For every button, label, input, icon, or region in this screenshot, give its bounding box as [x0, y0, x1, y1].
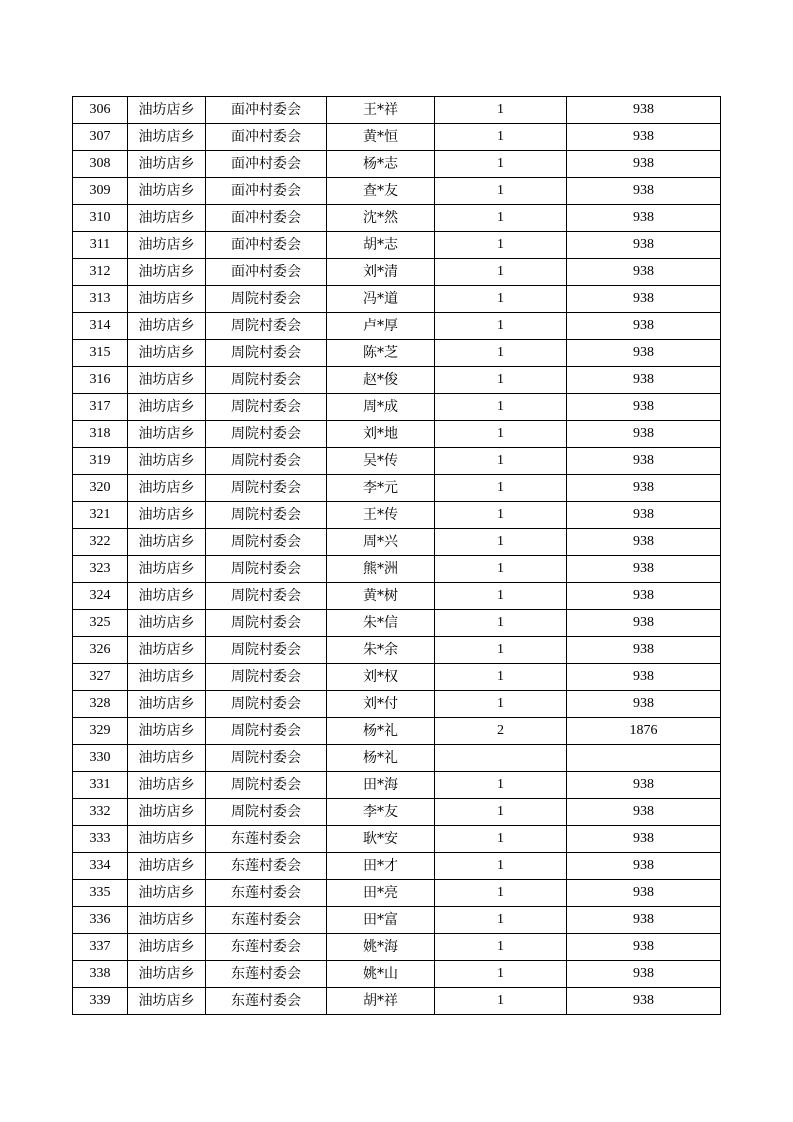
township-cell: 油坊店乡: [128, 97, 206, 124]
person-name-cell: 卢*厚: [327, 313, 435, 340]
village-committee-cell: 面冲村委会: [206, 232, 327, 259]
person-name-cell: 耿*安: [327, 826, 435, 853]
amount-cell: 938: [567, 232, 721, 259]
township-cell: 油坊店乡: [128, 502, 206, 529]
village-committee-cell: 东莲村委会: [206, 826, 327, 853]
table-row: [73, 232, 721, 259]
table-row: [73, 691, 721, 718]
township-cell: 油坊店乡: [128, 124, 206, 151]
person-name-cell: 周*成: [327, 394, 435, 421]
amount-cell: 938: [567, 502, 721, 529]
village-committee-cell: 周院村委会: [206, 772, 327, 799]
village-committee-cell: 周院村委会: [206, 502, 327, 529]
person-count-cell: 1: [435, 691, 567, 718]
amount-cell: 938: [567, 934, 721, 961]
roster-table: [72, 96, 721, 1015]
amount-cell: 938: [567, 583, 721, 610]
township-cell: 油坊店乡: [128, 259, 206, 286]
person-name-cell: 查*友: [327, 178, 435, 205]
serial-number-cell: 313: [73, 286, 128, 313]
person-count-cell: 1: [435, 529, 567, 556]
person-count-cell: 1: [435, 178, 567, 205]
serial-number-cell: 314: [73, 313, 128, 340]
table-row: [73, 259, 721, 286]
table-row: [73, 826, 721, 853]
amount-cell: 938: [567, 529, 721, 556]
village-committee-cell: 面冲村委会: [206, 124, 327, 151]
village-committee-cell: 面冲村委会: [206, 205, 327, 232]
township-cell: 油坊店乡: [128, 691, 206, 718]
amount-cell: 938: [567, 394, 721, 421]
village-committee-cell: 周院村委会: [206, 448, 327, 475]
person-count-cell: 1: [435, 313, 567, 340]
table-row: [73, 475, 721, 502]
person-count-cell: 1: [435, 97, 567, 124]
table-row: [73, 718, 721, 745]
person-count-cell: 1: [435, 637, 567, 664]
township-cell: 油坊店乡: [128, 421, 206, 448]
table-row: [73, 583, 721, 610]
village-committee-cell: 东莲村委会: [206, 988, 327, 1015]
serial-number-cell: 336: [73, 907, 128, 934]
person-count-cell: 1: [435, 205, 567, 232]
amount-cell: 938: [567, 367, 721, 394]
village-committee-cell: 周院村委会: [206, 367, 327, 394]
village-committee-cell: 东莲村委会: [206, 853, 327, 880]
person-count-cell: 1: [435, 583, 567, 610]
village-committee-cell: 周院村委会: [206, 664, 327, 691]
serial-number-cell: 316: [73, 367, 128, 394]
person-name-cell: 杨*礼: [327, 718, 435, 745]
serial-number-cell: 324: [73, 583, 128, 610]
serial-number-cell: 335: [73, 880, 128, 907]
table-row: [73, 934, 721, 961]
serial-number-cell: 332: [73, 799, 128, 826]
person-name-cell: 刘*地: [327, 421, 435, 448]
table-row: [73, 286, 721, 313]
serial-number-cell: 320: [73, 475, 128, 502]
township-cell: 油坊店乡: [128, 286, 206, 313]
serial-number-cell: 334: [73, 853, 128, 880]
amount-cell: 938: [567, 961, 721, 988]
person-count-cell: 1: [435, 151, 567, 178]
person-count-cell: 1: [435, 340, 567, 367]
table-row: [73, 97, 721, 124]
table-row: [73, 178, 721, 205]
table-row: [73, 799, 721, 826]
township-cell: 油坊店乡: [128, 826, 206, 853]
person-name-cell: 王*传: [327, 502, 435, 529]
amount-cell: 938: [567, 826, 721, 853]
person-count-cell: 1: [435, 961, 567, 988]
table-row: [73, 610, 721, 637]
person-name-cell: 吴*传: [327, 448, 435, 475]
village-committee-cell: 周院村委会: [206, 637, 327, 664]
serial-number-cell: 323: [73, 556, 128, 583]
township-cell: 油坊店乡: [128, 313, 206, 340]
person-name-cell: 刘*权: [327, 664, 435, 691]
person-name-cell: 黄*恒: [327, 124, 435, 151]
person-count-cell: 1: [435, 502, 567, 529]
person-name-cell: 沈*然: [327, 205, 435, 232]
township-cell: 油坊店乡: [128, 205, 206, 232]
amount-cell: 938: [567, 610, 721, 637]
township-cell: 油坊店乡: [128, 151, 206, 178]
person-name-cell: 赵*俊: [327, 367, 435, 394]
village-committee-cell: 周院村委会: [206, 421, 327, 448]
serial-number-cell: 339: [73, 988, 128, 1015]
person-name-cell: 杨*礼: [327, 745, 435, 772]
amount-cell: 938: [567, 691, 721, 718]
amount-cell: 938: [567, 340, 721, 367]
township-cell: 油坊店乡: [128, 664, 206, 691]
serial-number-cell: 337: [73, 934, 128, 961]
person-count-cell: 1: [435, 259, 567, 286]
serial-number-cell: 326: [73, 637, 128, 664]
person-count-cell: 1: [435, 232, 567, 259]
person-count-cell: 1: [435, 799, 567, 826]
village-committee-cell: 周院村委会: [206, 286, 327, 313]
person-name-cell: 周*兴: [327, 529, 435, 556]
township-cell: 油坊店乡: [128, 988, 206, 1015]
township-cell: 油坊店乡: [128, 475, 206, 502]
person-name-cell: 陈*芝: [327, 340, 435, 367]
person-name-cell: 田*才: [327, 853, 435, 880]
person-count-cell: 1: [435, 556, 567, 583]
table-row: [73, 205, 721, 232]
table-row: [73, 367, 721, 394]
person-count-cell: 1: [435, 880, 567, 907]
person-count-cell: [435, 745, 567, 772]
table-row: [73, 988, 721, 1015]
township-cell: 油坊店乡: [128, 853, 206, 880]
person-count-cell: 1: [435, 286, 567, 313]
village-committee-cell: 周院村委会: [206, 799, 327, 826]
person-name-cell: 田*富: [327, 907, 435, 934]
table-row: [73, 124, 721, 151]
township-cell: 油坊店乡: [128, 718, 206, 745]
serial-number-cell: 307: [73, 124, 128, 151]
township-cell: 油坊店乡: [128, 880, 206, 907]
person-name-cell: 王*祥: [327, 97, 435, 124]
amount-cell: 938: [567, 151, 721, 178]
serial-number-cell: 328: [73, 691, 128, 718]
person-name-cell: 姚*海: [327, 934, 435, 961]
table-row: [73, 151, 721, 178]
serial-number-cell: 331: [73, 772, 128, 799]
township-cell: 油坊店乡: [128, 178, 206, 205]
village-committee-cell: 面冲村委会: [206, 259, 327, 286]
amount-cell: 1876: [567, 718, 721, 745]
village-committee-cell: 面冲村委会: [206, 178, 327, 205]
township-cell: 油坊店乡: [128, 745, 206, 772]
serial-number-cell: 312: [73, 259, 128, 286]
table-row: [73, 664, 721, 691]
person-count-cell: 1: [435, 664, 567, 691]
township-cell: 油坊店乡: [128, 583, 206, 610]
person-count-cell: 1: [435, 394, 567, 421]
person-name-cell: 田*亮: [327, 880, 435, 907]
serial-number-cell: 333: [73, 826, 128, 853]
serial-number-cell: 315: [73, 340, 128, 367]
person-count-cell: 1: [435, 934, 567, 961]
township-cell: 油坊店乡: [128, 610, 206, 637]
table-row: [73, 961, 721, 988]
person-name-cell: 朱*信: [327, 610, 435, 637]
village-committee-cell: 周院村委会: [206, 475, 327, 502]
person-count-cell: 2: [435, 718, 567, 745]
amount-cell: 938: [567, 556, 721, 583]
amount-cell: 938: [567, 448, 721, 475]
amount-cell: 938: [567, 178, 721, 205]
table-row: [73, 745, 721, 772]
amount-cell: 938: [567, 880, 721, 907]
amount-cell: 938: [567, 97, 721, 124]
township-cell: 油坊店乡: [128, 934, 206, 961]
table-row: [73, 340, 721, 367]
serial-number-cell: 310: [73, 205, 128, 232]
village-committee-cell: 东莲村委会: [206, 961, 327, 988]
table-row: [73, 502, 721, 529]
person-name-cell: 冯*道: [327, 286, 435, 313]
amount-cell: 938: [567, 988, 721, 1015]
amount-cell: 938: [567, 421, 721, 448]
village-committee-cell: 周院村委会: [206, 529, 327, 556]
township-cell: 油坊店乡: [128, 367, 206, 394]
village-committee-cell: 周院村委会: [206, 556, 327, 583]
township-cell: 油坊店乡: [128, 340, 206, 367]
serial-number-cell: 325: [73, 610, 128, 637]
amount-cell: 938: [567, 664, 721, 691]
person-name-cell: 胡*祥: [327, 988, 435, 1015]
village-committee-cell: 面冲村委会: [206, 97, 327, 124]
township-cell: 油坊店乡: [128, 232, 206, 259]
serial-number-cell: 308: [73, 151, 128, 178]
table-row: [73, 421, 721, 448]
person-name-cell: 姚*山: [327, 961, 435, 988]
township-cell: 油坊店乡: [128, 556, 206, 583]
serial-number-cell: 338: [73, 961, 128, 988]
serial-number-cell: 322: [73, 529, 128, 556]
amount-cell: 938: [567, 772, 721, 799]
amount-cell: 938: [567, 637, 721, 664]
township-cell: 油坊店乡: [128, 799, 206, 826]
township-cell: 油坊店乡: [128, 961, 206, 988]
amount-cell: 938: [567, 475, 721, 502]
amount-cell: 938: [567, 907, 721, 934]
person-name-cell: 胡*志: [327, 232, 435, 259]
person-count-cell: 1: [435, 124, 567, 151]
amount-cell: 938: [567, 313, 721, 340]
roster-table-body: [73, 97, 721, 1015]
person-count-cell: 1: [435, 853, 567, 880]
person-name-cell: 朱*余: [327, 637, 435, 664]
amount-cell: 938: [567, 286, 721, 313]
person-count-cell: 1: [435, 475, 567, 502]
table-row: [73, 853, 721, 880]
township-cell: 油坊店乡: [128, 772, 206, 799]
person-name-cell: 田*海: [327, 772, 435, 799]
village-committee-cell: 周院村委会: [206, 745, 327, 772]
person-count-cell: 1: [435, 988, 567, 1015]
table-row: [73, 907, 721, 934]
table-row: [73, 556, 721, 583]
person-name-cell: 杨*志: [327, 151, 435, 178]
person-count-cell: 1: [435, 907, 567, 934]
serial-number-cell: 309: [73, 178, 128, 205]
amount-cell: 938: [567, 799, 721, 826]
table-row: [73, 448, 721, 475]
person-name-cell: 熊*洲: [327, 556, 435, 583]
village-committee-cell: 东莲村委会: [206, 934, 327, 961]
village-committee-cell: 周院村委会: [206, 340, 327, 367]
amount-cell: [567, 745, 721, 772]
person-name-cell: 黄*树: [327, 583, 435, 610]
amount-cell: 938: [567, 205, 721, 232]
township-cell: 油坊店乡: [128, 394, 206, 421]
village-committee-cell: 面冲村委会: [206, 151, 327, 178]
table-row: [73, 313, 721, 340]
person-count-cell: 1: [435, 826, 567, 853]
table-row: [73, 880, 721, 907]
township-cell: 油坊店乡: [128, 529, 206, 556]
township-cell: 油坊店乡: [128, 907, 206, 934]
person-name-cell: 李*友: [327, 799, 435, 826]
serial-number-cell: 330: [73, 745, 128, 772]
village-committee-cell: 东莲村委会: [206, 880, 327, 907]
amount-cell: 938: [567, 853, 721, 880]
township-cell: 油坊店乡: [128, 637, 206, 664]
table-row: [73, 529, 721, 556]
serial-number-cell: 329: [73, 718, 128, 745]
amount-cell: 938: [567, 124, 721, 151]
person-count-cell: 1: [435, 610, 567, 637]
village-committee-cell: 东莲村委会: [206, 907, 327, 934]
village-committee-cell: 周院村委会: [206, 394, 327, 421]
table-row: [73, 394, 721, 421]
person-count-cell: 1: [435, 367, 567, 394]
person-name-cell: 刘*清: [327, 259, 435, 286]
village-committee-cell: 周院村委会: [206, 718, 327, 745]
village-committee-cell: 周院村委会: [206, 583, 327, 610]
village-committee-cell: 周院村委会: [206, 691, 327, 718]
person-count-cell: 1: [435, 421, 567, 448]
amount-cell: 938: [567, 259, 721, 286]
serial-number-cell: 327: [73, 664, 128, 691]
table-row: [73, 637, 721, 664]
township-cell: 油坊店乡: [128, 448, 206, 475]
serial-number-cell: 311: [73, 232, 128, 259]
person-name-cell: 刘*付: [327, 691, 435, 718]
serial-number-cell: 306: [73, 97, 128, 124]
person-count-cell: 1: [435, 772, 567, 799]
village-committee-cell: 周院村委会: [206, 313, 327, 340]
village-committee-cell: 周院村委会: [206, 610, 327, 637]
serial-number-cell: 318: [73, 421, 128, 448]
table-row: [73, 772, 721, 799]
person-count-cell: 1: [435, 448, 567, 475]
serial-number-cell: 317: [73, 394, 128, 421]
person-name-cell: 李*元: [327, 475, 435, 502]
serial-number-cell: 321: [73, 502, 128, 529]
serial-number-cell: 319: [73, 448, 128, 475]
